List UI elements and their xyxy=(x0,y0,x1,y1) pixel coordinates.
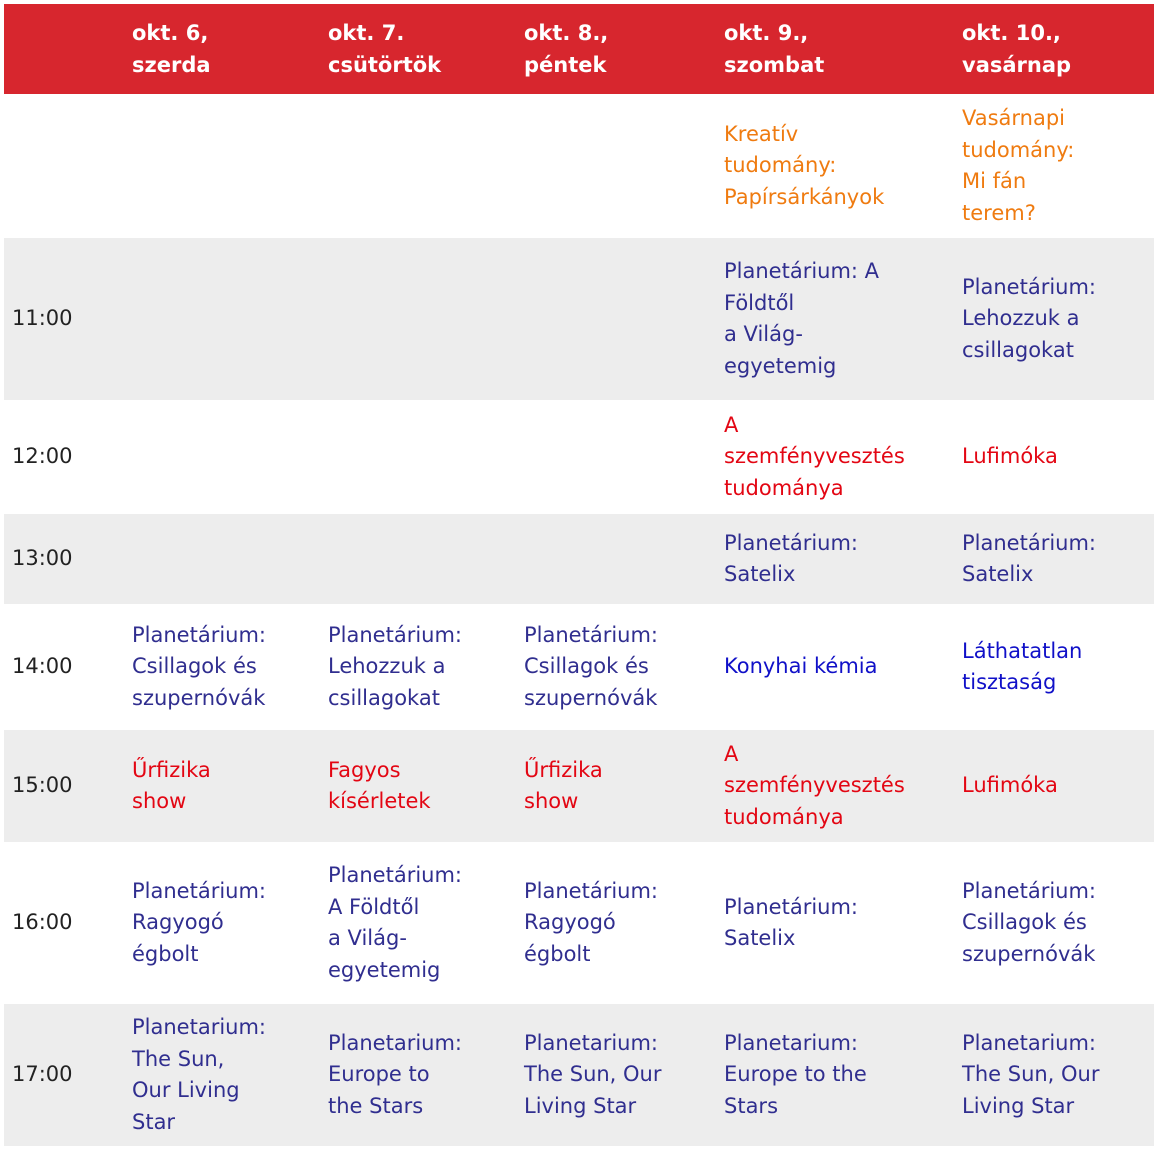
event-line: show xyxy=(524,789,579,813)
event-cell xyxy=(324,514,520,604)
time-slot: 15:00 xyxy=(12,773,73,798)
schedule-row xyxy=(4,1004,1154,1146)
event-cell xyxy=(324,94,520,238)
event-line: Living Star xyxy=(962,1093,1075,1118)
event-line: Planetárium: xyxy=(962,274,1097,299)
event-line: A xyxy=(724,412,739,437)
event-cell xyxy=(720,514,958,604)
event-line: The Sun, xyxy=(132,1046,225,1071)
event-cell xyxy=(324,238,520,400)
event-line: The Sun, Our xyxy=(962,1062,1100,1087)
event-line: A Földtől xyxy=(328,894,420,919)
event-line: Kreatív xyxy=(724,121,799,146)
event-cell xyxy=(720,1004,958,1146)
event-cell xyxy=(128,514,324,604)
event-cell xyxy=(958,400,1154,514)
event-line: Konyhai kémia xyxy=(724,654,878,679)
event-line: Ragyogó xyxy=(132,910,224,935)
event-line: Mi fán xyxy=(962,169,1027,193)
event-cell xyxy=(520,238,720,400)
event-line: Europe to xyxy=(328,1062,430,1087)
time-slot: 13:00 xyxy=(12,546,73,571)
event-cell xyxy=(720,604,958,730)
event-cell xyxy=(520,1004,720,1146)
event-line: Űrfizika xyxy=(132,757,211,782)
event-line: Űrfizika xyxy=(524,757,603,782)
event-line: tisztaság xyxy=(962,670,1057,694)
event-line: Planetarium: xyxy=(724,1030,859,1055)
event-cell xyxy=(520,730,720,842)
event-cell xyxy=(324,400,520,514)
day-header: okt. 10., vasárnap xyxy=(962,21,1072,77)
schedule-row xyxy=(4,94,1154,238)
event-line: Stars xyxy=(724,1093,779,1118)
event-line: Planetárium: xyxy=(328,622,463,647)
event-line: csillagokat xyxy=(962,337,1074,362)
event-cell xyxy=(958,604,1154,730)
event-line: szupernóvák xyxy=(524,685,658,710)
event-line: Planetárium: A xyxy=(724,259,880,283)
event-line: Lufimóka xyxy=(962,773,1058,798)
event-cell xyxy=(520,842,720,1004)
event-cell xyxy=(720,94,958,238)
event-line: tudomány: xyxy=(724,153,837,178)
event-line: The Sun, Our xyxy=(524,1062,662,1087)
event-cell xyxy=(520,94,720,238)
schedule-row xyxy=(4,514,1154,604)
event-line: szupernóvák xyxy=(962,941,1096,966)
event-cell xyxy=(958,514,1154,604)
day-header: okt. 6, szerda xyxy=(132,21,211,77)
event-line: Star xyxy=(132,1109,176,1134)
event-cell xyxy=(958,94,1154,238)
event-line: Csillagok és xyxy=(524,654,649,679)
event-line: Planetárium: xyxy=(962,530,1097,555)
event-cell xyxy=(520,514,720,604)
schedule-body xyxy=(4,94,1154,1146)
event-line: a Világ- xyxy=(724,322,803,346)
event-cell xyxy=(958,238,1154,400)
event-line: Planetárium: xyxy=(724,530,859,555)
event-line: A xyxy=(724,741,739,766)
schedule-row xyxy=(4,400,1154,514)
event-cell xyxy=(958,730,1154,842)
program-schedule-table xyxy=(4,4,1154,1146)
event-line: Vasárnapi xyxy=(962,106,1066,130)
day-header: okt. 7. csütörtök xyxy=(328,21,442,77)
event-line: Satelix xyxy=(724,562,796,586)
event-line: terem? xyxy=(962,200,1036,225)
event-line: Our Living xyxy=(132,1078,240,1102)
event-line: Living Star xyxy=(524,1093,637,1118)
event-line: tudománya xyxy=(724,804,844,829)
event-line: Planetarium: xyxy=(328,1030,463,1055)
event-line: egyetemig xyxy=(724,353,837,378)
time-slot: 16:00 xyxy=(12,910,73,935)
event-line: Lehozzuk a xyxy=(328,654,446,679)
event-cell xyxy=(128,400,324,514)
event-cell xyxy=(128,238,324,400)
event-line: Ragyogó xyxy=(524,910,616,935)
event-line: kísérletek xyxy=(328,789,431,813)
day-header: okt. 9., szombat xyxy=(724,21,825,77)
event-cell xyxy=(720,842,958,1004)
time-slot xyxy=(4,94,128,238)
event-line: a Világ- xyxy=(328,926,407,950)
event-cell xyxy=(720,238,958,400)
event-line: egyetemig xyxy=(328,957,441,982)
event-line: szemfényvesztés xyxy=(724,444,905,469)
event-line: égbolt xyxy=(524,941,591,966)
event-cell xyxy=(958,842,1154,1004)
event-cell xyxy=(324,730,520,842)
event-line: Lufimóka xyxy=(962,444,1058,469)
event-cell xyxy=(324,1004,520,1146)
event-cell xyxy=(324,842,520,1004)
event-line: the Stars xyxy=(328,1093,424,1118)
event-line: szemfényvesztés xyxy=(724,773,905,798)
time-column-header xyxy=(4,4,128,94)
event-cell xyxy=(720,400,958,514)
event-cell xyxy=(720,730,958,842)
time-slot: 14:00 xyxy=(12,654,73,679)
schedule-row xyxy=(4,842,1154,1004)
event-line: Planetárium: xyxy=(132,622,267,647)
event-line: Láthatatlan xyxy=(962,638,1083,663)
schedule-row xyxy=(4,730,1154,842)
event-line: Planetarium: xyxy=(132,1015,267,1039)
schedule-row xyxy=(4,238,1154,400)
event-line: Lehozzuk a xyxy=(962,306,1080,331)
event-line: tudomány: xyxy=(962,137,1075,162)
event-cell xyxy=(520,400,720,514)
event-cell xyxy=(128,604,324,730)
event-cell xyxy=(128,730,324,842)
time-slot: 17:00 xyxy=(12,1062,73,1087)
event-line: égbolt xyxy=(132,941,199,966)
schedule-header-row xyxy=(4,4,1154,94)
event-line: szupernóvák xyxy=(132,685,266,710)
event-line: Planetárium: xyxy=(328,863,463,887)
event-line: Satelix xyxy=(724,926,796,950)
event-line: Planetárium: xyxy=(524,878,659,903)
event-line: csillagokat xyxy=(328,685,440,710)
time-slot: 11:00 xyxy=(12,306,73,331)
event-line: Földtől xyxy=(724,290,795,315)
event-line: Planetarium: xyxy=(524,1030,659,1055)
event-line: Satelix xyxy=(962,562,1034,586)
event-line: Planetárium: xyxy=(132,878,267,903)
event-cell xyxy=(128,1004,324,1146)
time-slot: 12:00 xyxy=(12,444,73,469)
event-cell xyxy=(128,842,324,1004)
event-cell xyxy=(128,94,324,238)
event-line: Planetárium: xyxy=(524,622,659,647)
event-line: Papírsárkányok xyxy=(724,184,885,209)
event-line: Planetárium: xyxy=(962,878,1097,903)
event-cell xyxy=(520,604,720,730)
event-line: tudománya xyxy=(724,475,844,500)
schedule-row xyxy=(4,604,1154,730)
event-line: Europe to the xyxy=(724,1062,867,1087)
event-line: Csillagok és xyxy=(132,654,257,679)
event-line: Csillagok és xyxy=(962,910,1087,935)
event-line: Fagyos xyxy=(328,757,401,782)
event-cell xyxy=(324,604,520,730)
event-line: Planetarium: xyxy=(962,1030,1097,1055)
event-line: Planetárium: xyxy=(724,894,859,919)
event-line: show xyxy=(132,789,187,813)
event-cell xyxy=(958,1004,1154,1146)
day-header: okt. 8., péntek xyxy=(524,21,609,77)
